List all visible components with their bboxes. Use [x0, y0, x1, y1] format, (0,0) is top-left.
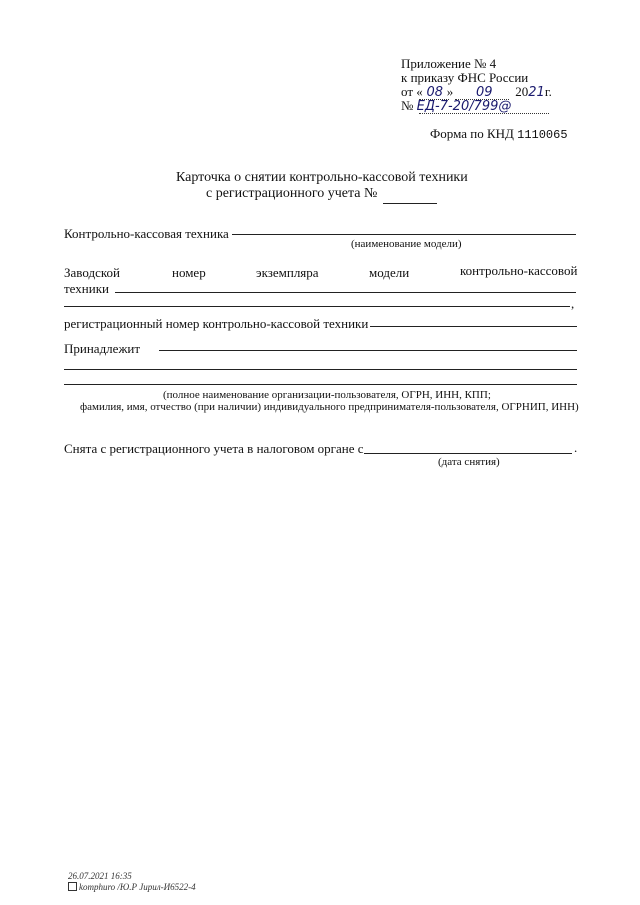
date-year-prefix: 20 [515, 84, 529, 99]
footer-file-ref-text: komphuro /Ю.Р Jupuл-И6522-4 [79, 882, 196, 892]
form-code-label: Форма по КНД [430, 126, 514, 141]
kkt-model-blank [232, 234, 576, 235]
deregistered-label: Снята с регистрационного учета в налоговом органе с [64, 441, 364, 456]
serial-word-6: техники [64, 281, 109, 296]
deregistration-date-hint: (дата снятия) [438, 456, 500, 468]
serial-word-1: Заводской [64, 265, 120, 280]
reg-number-label: регистрационный номер контрольно-кассовой техники [64, 316, 369, 331]
owner-blank-3 [64, 384, 577, 385]
serial-word-4: модели [369, 265, 410, 280]
serial-word-2: номер [172, 265, 206, 280]
appendix-label: Приложение № 4 [401, 56, 497, 71]
date-year-suffix: 21 [528, 85, 545, 100]
date-mid: » [446, 84, 454, 99]
date-prefix: от « [401, 84, 423, 99]
serial-word-3: экземпляра [256, 265, 319, 280]
owner-label: Принадлежит [64, 341, 141, 356]
owner-hint-line2: фамилия, имя, отчество (при наличии) индивидуального предпринимателя-пользователя, ОГРНИП, ИНН) [80, 401, 579, 413]
order-number-line [401, 98, 511, 114]
serial-word-5: контрольно-кассовой [460, 263, 578, 278]
document-title-line2: с регистрационного учета № [206, 186, 378, 201]
number-underline [419, 113, 549, 114]
owner-blank-1 [159, 350, 577, 351]
title-number-blank [383, 203, 437, 204]
deregistration-period: . [574, 440, 578, 455]
reg-number-blank [370, 326, 577, 327]
document-title: Карточка о снятии контрольно-кассовой техники [176, 170, 468, 185]
owner-hint-line1: (полное наименование организации-пользователя, ОГРН, ИНН, КПП; [163, 389, 491, 401]
file-icon [68, 882, 77, 891]
date-suffix: г. [544, 84, 552, 99]
kkt-model-hint: (наименование модели) [351, 238, 462, 250]
serial-number-blank-2 [64, 306, 570, 307]
deregistration-date-blank [364, 453, 572, 454]
order-label: к приказу ФНС России [401, 70, 529, 85]
form-code-value: 1110065 [517, 128, 568, 142]
number-prefix: № [401, 98, 414, 113]
date-day: 08 [426, 85, 444, 100]
footer-file-ref [68, 882, 196, 892]
order-number-value: ЕД-7-20/799@ [416, 99, 512, 114]
footer-timestamp: 26.07.2021 16:35 [68, 871, 132, 881]
serial-comma: , [571, 296, 575, 311]
form-code [430, 126, 568, 142]
serial-number-blank [115, 292, 576, 293]
kkt-label: Контрольно-кассовая техника [64, 226, 229, 241]
date-month: 09 [475, 85, 493, 100]
owner-blank-2 [64, 369, 577, 370]
